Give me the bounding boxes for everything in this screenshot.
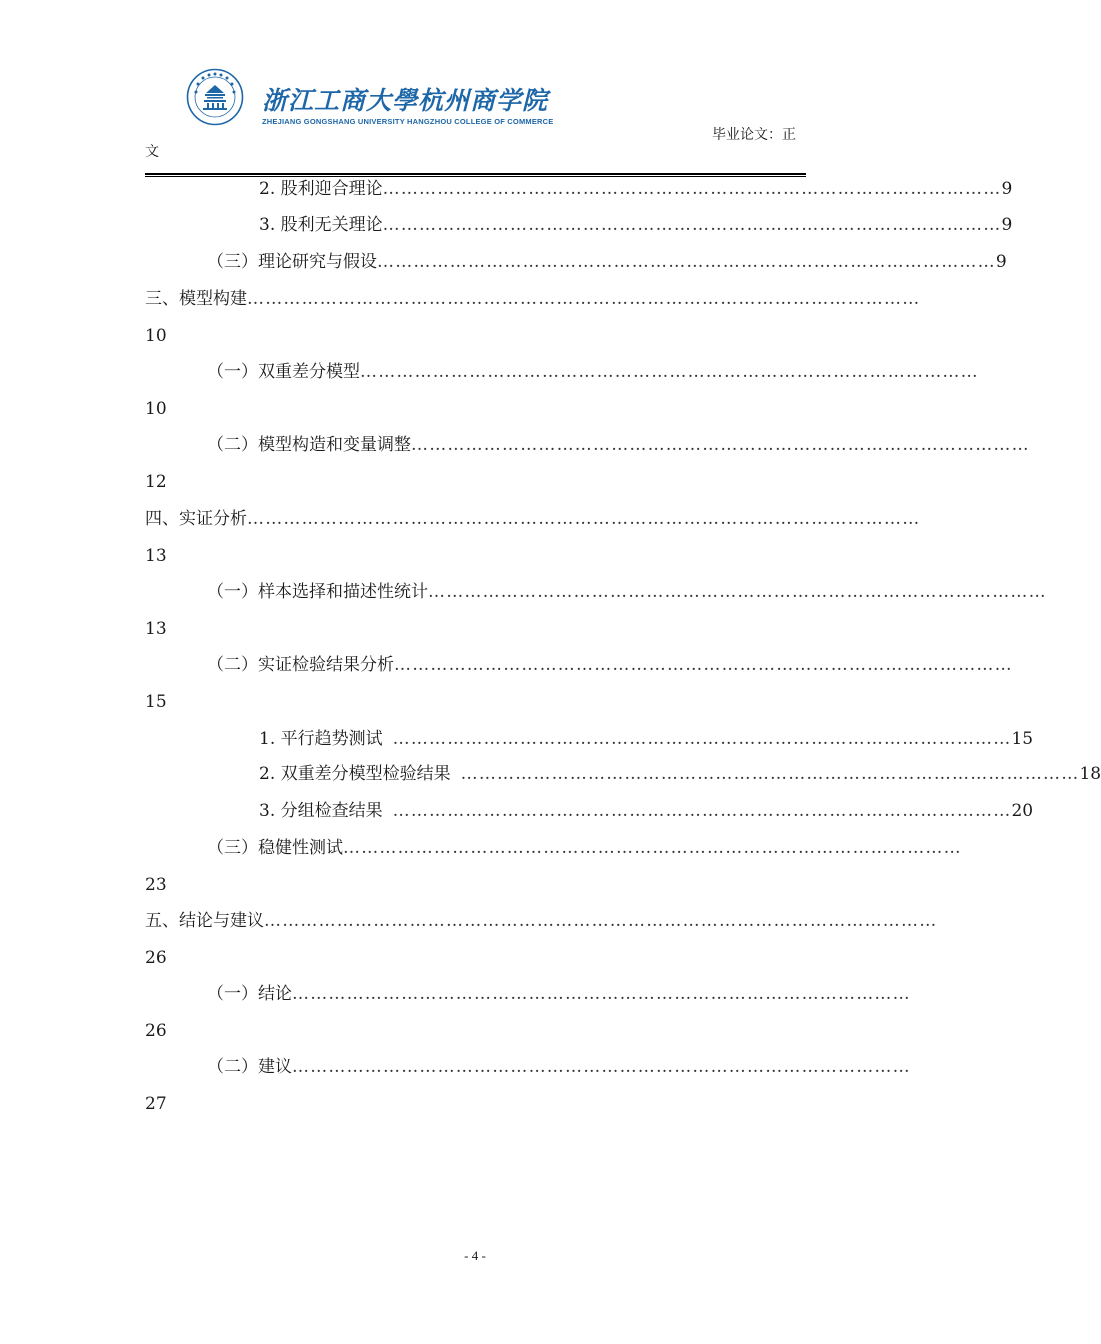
toc-entry-page: 23 <box>145 875 167 895</box>
toc-entry-page: 13 <box>145 619 167 639</box>
toc-entry-page: 10 <box>145 326 167 346</box>
toc-leader-dots: ………………………………………………………………………………………… <box>292 1057 911 1077</box>
toc-entry-title: 3. 股利无关理论 <box>259 215 383 235</box>
toc-leader-dots: ………………………………………………………………………………………………… <box>264 911 938 931</box>
toc-entry[interactable] <box>259 177 1013 201</box>
toc-entry-title: 2. 双重差分模型检验结果 <box>259 764 451 784</box>
toc-leader-dots: ………………………………………………………………………………………… <box>377 252 996 272</box>
toc-entry-title: 四、实证分析 <box>145 509 247 529</box>
toc-entry[interactable] <box>145 287 921 311</box>
toc-entry-page: 15 <box>145 692 167 712</box>
header-thesis-label-wrap: 文 <box>145 144 159 160</box>
toc-entry-page: 27 <box>145 1094 167 1114</box>
toc-entry-title: （三）稳健性测试 <box>207 838 343 858</box>
toc-leader-dots: ………………………………………………………………………………………… <box>428 582 1047 602</box>
toc-entry[interactable] <box>207 360 979 384</box>
toc-entry-title: （一）结论 <box>207 984 292 1004</box>
toc-entry-page: 13 <box>145 546 167 566</box>
toc-leader-dots: ………………………………………………………………………………………… <box>382 215 1002 235</box>
page-number-footer: - 4 - <box>464 1248 486 1263</box>
toc-entry-page: 26 <box>145 948 167 968</box>
toc-entry-page: 10 <box>145 399 167 419</box>
toc-entry-title: 五、结论与建议 <box>145 911 264 931</box>
toc-leader-dots: ………………………………………………………………………………………………… <box>247 289 921 309</box>
toc-entry-page: 9 <box>995 252 1007 272</box>
toc-entry-title: （二）建议 <box>207 1057 292 1077</box>
toc-entry-title: 三、模型构建 <box>145 289 247 309</box>
toc-leader-dots: ………………………………………………………………………………………… <box>360 362 979 382</box>
toc-leader-dots: ………………………………………………………………………………………… <box>392 801 1012 821</box>
toc-entry-page: 9 <box>1001 179 1013 199</box>
toc-entry[interactable] <box>207 250 1007 274</box>
toc-entry[interactable] <box>259 799 1034 823</box>
page-header <box>0 0 950 180</box>
toc-entry-title: 1. 平行趋势测试 <box>259 729 383 749</box>
toc-leader-dots: ………………………………………………………………………………………… <box>382 179 1002 199</box>
toc-entry-title: （一）样本选择和描述性统计 <box>207 582 428 602</box>
header-rule-thick <box>145 173 806 175</box>
toc-entry[interactable] <box>207 1055 911 1079</box>
toc-entry-page: 20 <box>1011 801 1034 821</box>
header-thesis-label: 毕业论文：正 <box>712 127 796 143</box>
toc-entry-page: 26 <box>145 1021 167 1041</box>
toc-leader-dots: ………………………………………………………………………………………… <box>292 984 911 1004</box>
toc-entry-title: 3. 分组检查结果 <box>259 801 383 821</box>
toc-entry[interactable] <box>207 982 911 1006</box>
toc-entry[interactable] <box>207 580 1047 604</box>
toc-entry-page: 12 <box>145 472 167 492</box>
toc-leader-dots: ………………………………………………………………………………………… <box>394 655 1013 675</box>
university-brand <box>262 86 553 126</box>
toc-leader-dots: ………………………………………………………………………………………… <box>460 764 1080 784</box>
toc-entry-title: （一）双重差分模型 <box>207 362 360 382</box>
brand-english-name: ZHEJIANG GONGSHANG UNIVERSITY HANGZHOU COLLEGE OF COMMERCE <box>262 117 554 126</box>
toc-entry[interactable] <box>207 433 1030 457</box>
toc-entry-title: （二）模型构造和变量调整 <box>207 435 411 455</box>
toc-entry[interactable] <box>259 762 1101 786</box>
toc-entry-title: （三）理论研究与假设 <box>207 252 377 272</box>
toc-entry-title: （二）实证检验结果分析 <box>207 655 394 675</box>
toc-entry[interactable] <box>259 727 1034 751</box>
brand-chinese-name: 浙江工商大學杭州商学院 <box>262 86 549 115</box>
toc-leader-dots: ………………………………………………………………………………………… <box>343 838 962 858</box>
toc-entry-page: 18 <box>1079 764 1101 784</box>
university-seal-icon <box>186 68 244 126</box>
toc-entry[interactable] <box>207 653 1013 677</box>
toc-leader-dots: ………………………………………………………………………………………………… <box>247 509 921 529</box>
toc-leader-dots: ………………………………………………………………………………………… <box>411 435 1030 455</box>
toc-entry[interactable] <box>207 836 962 860</box>
toc-leader-dots: ………………………………………………………………………………………… <box>392 729 1012 749</box>
toc-entry-page: 9 <box>1001 215 1013 235</box>
toc-entry[interactable] <box>145 909 938 933</box>
toc-entry-page: 15 <box>1011 729 1034 749</box>
toc-entry-title: 2. 股利迎合理论 <box>259 179 383 199</box>
toc-entry[interactable] <box>145 507 921 531</box>
toc-entry[interactable] <box>259 213 1013 237</box>
